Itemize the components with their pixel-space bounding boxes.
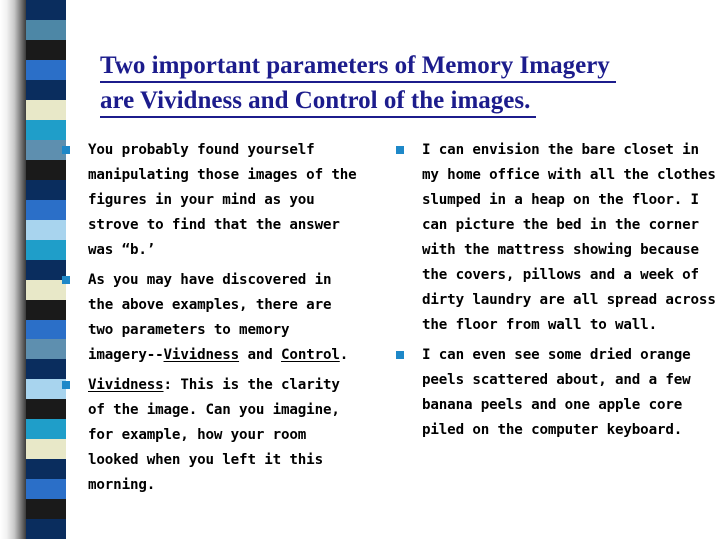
square-bullet-icon	[62, 381, 70, 389]
stripe-band	[26, 399, 66, 419]
stripe-band	[26, 180, 66, 200]
bullet-text: You probably found yourself manipulating those images of the figures in your mind as you strove to find that the answer was “b.’	[88, 142, 357, 258]
stripe-band	[26, 100, 66, 120]
slide-title	[100, 50, 700, 120]
stripe-band	[26, 260, 66, 280]
bullet-text: I can even see some dried orange peels scattered about, and a few banana peels and one apple core piled on the computer keyboard.	[422, 347, 691, 438]
bullet-item	[62, 373, 364, 498]
stripe-band	[26, 479, 66, 499]
title-line-2: are Vividness and Control of the images.	[100, 85, 536, 118]
stripe-band	[26, 160, 66, 180]
bullet-item	[396, 343, 716, 443]
stripe-band	[26, 80, 66, 100]
text-segment: .	[339, 347, 349, 363]
bullet-text: I can envision the bare closet in my home office with all the clothes slumped in a heap on the floor. I can picture the bed in the corner with the mattress showing because the covers, pillows and a week of dirty laundry are all spread across the floor from wall to wall.	[422, 142, 716, 333]
stripe-band	[26, 439, 66, 459]
bullet-item	[62, 268, 364, 368]
stripe-band	[26, 20, 66, 40]
underlined-term-vividness: Vividness	[88, 377, 164, 393]
stripe-band	[26, 40, 66, 60]
underlined-term-vividness: Vividness	[163, 347, 240, 363]
stripe-band	[26, 359, 66, 379]
square-bullet-icon	[396, 146, 404, 154]
text-segment: : This is the clarity of the image. Can you imagine, for example, how your room looked when you left it this morning.	[88, 377, 340, 493]
stripe-band	[26, 220, 66, 240]
stripe-band	[26, 379, 66, 399]
title-line-1: Two important parameters of Memory Imagery	[100, 50, 616, 83]
square-bullet-icon	[62, 146, 70, 154]
square-bullet-icon	[62, 276, 70, 284]
edge-shadow	[0, 0, 26, 539]
stripe-band	[26, 300, 66, 320]
text-segment: and	[239, 347, 282, 363]
stripe-band	[26, 419, 66, 439]
stripe-band	[26, 60, 66, 80]
underlined-term-control: Control	[281, 347, 340, 363]
stripe-band	[26, 120, 66, 140]
square-bullet-icon	[396, 351, 404, 359]
stripe-band	[26, 320, 66, 340]
bullet-item	[62, 138, 364, 263]
bullet-text	[88, 272, 348, 363]
stripe-band	[26, 519, 66, 539]
bullet-text	[88, 377, 340, 493]
stripe-band	[26, 200, 66, 220]
stripe-band	[26, 240, 66, 260]
stripe-band	[26, 280, 66, 300]
left-column	[62, 138, 364, 503]
bullet-item	[396, 138, 716, 338]
decorative-stripe	[26, 0, 66, 539]
right-column	[396, 138, 716, 448]
stripe-band	[26, 499, 66, 519]
stripe-band	[26, 0, 66, 20]
stripe-band	[26, 459, 66, 479]
text-segment: As you may have discovered in the above examples, there are two parameters to memory imagery--	[88, 272, 332, 363]
stripe-band	[26, 339, 66, 359]
stripe-band	[26, 140, 66, 160]
